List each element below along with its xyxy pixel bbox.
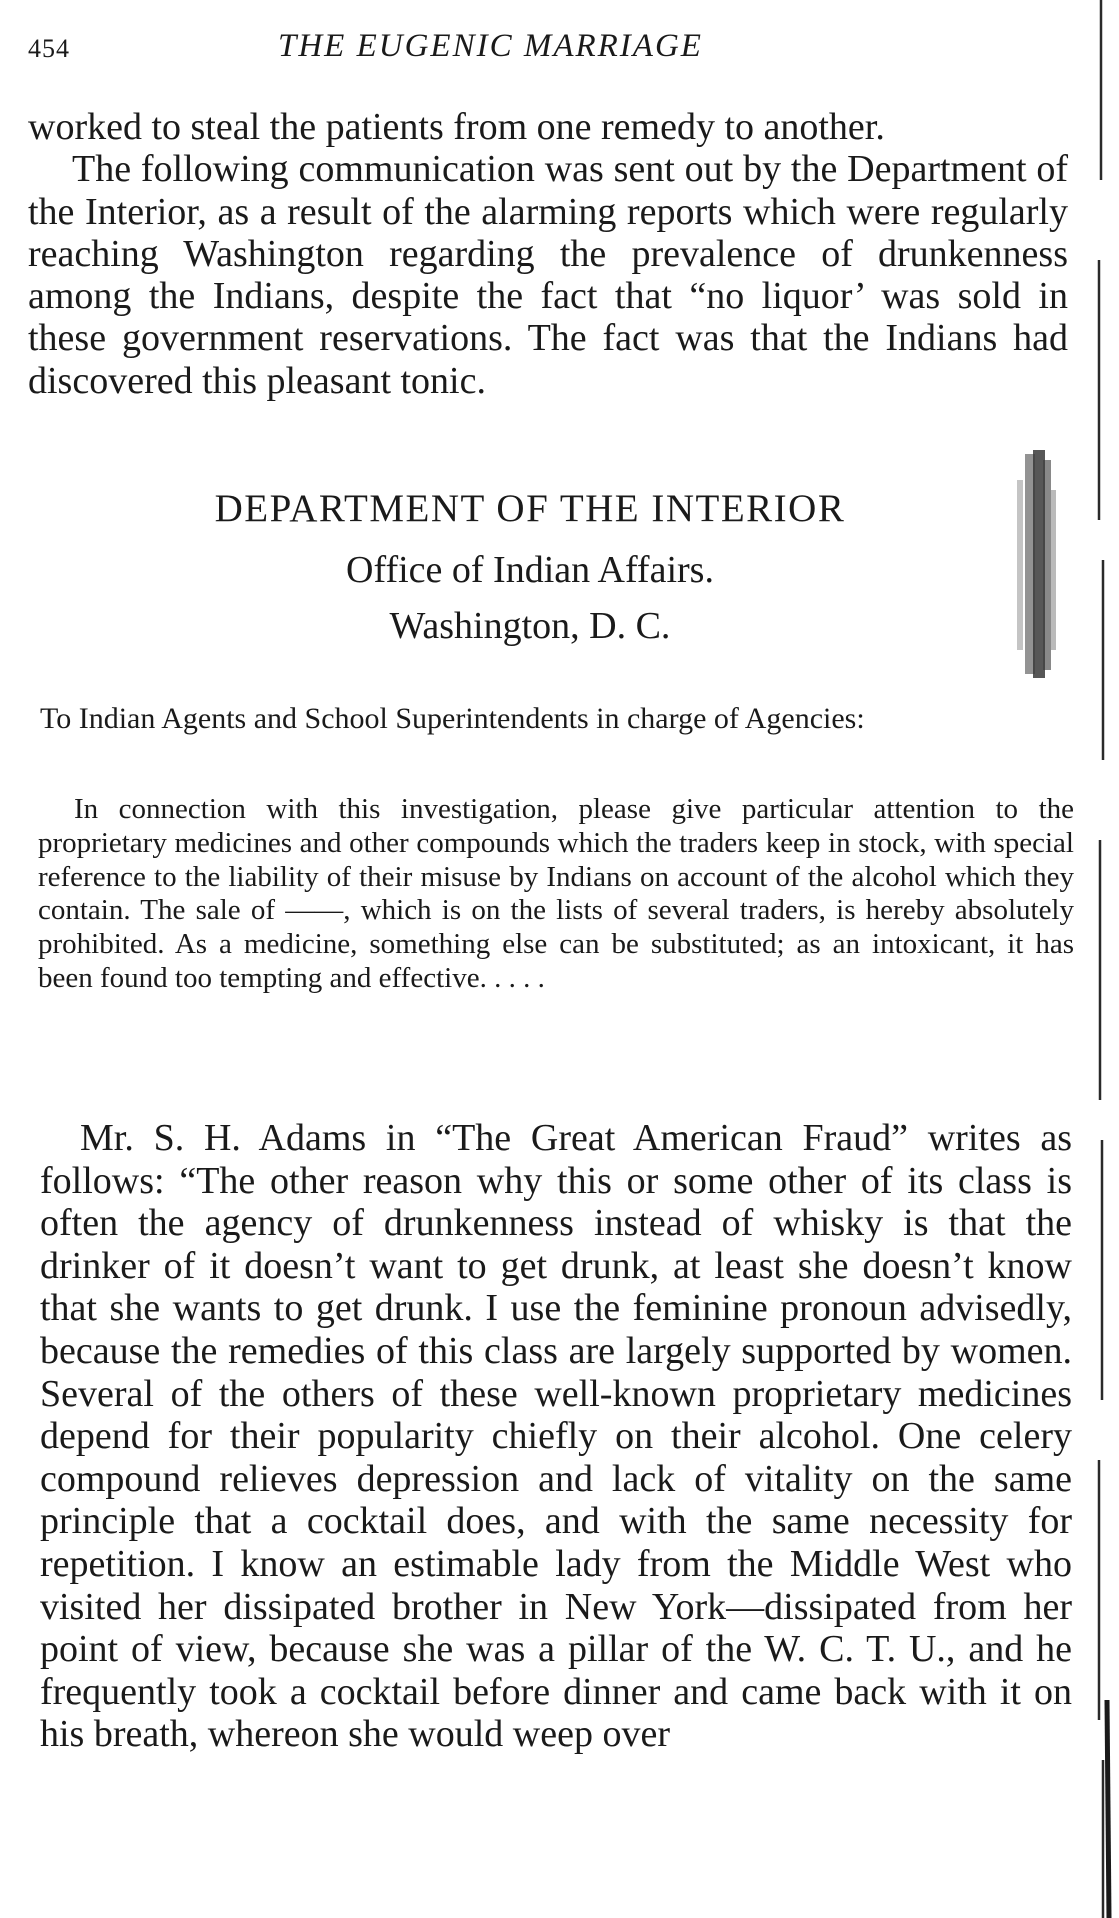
- running-title: THE EUGENIC MARRIAGE: [278, 28, 703, 64]
- adams-quote-paragraph: Mr. S. H. Adams in “The Great American Fraud” writes as follows: “The other reason why this or some other of its class is often the agency of drunkenness instead of whisky is that the drinker of it doesn’t want to get drunk, at least she doesn’t know that she wants to get drunk. I use the feminine pronoun advisedly, because the remedies of this class are largely supported by women. Several of the others of these well-known proprietary medicines depend for their popularity chiefly on their alcohol. One celery compound relieves depression and lack of vitality on the same principle that a cocktail does, and with the same necessity for repetition. I know an estimable lady from the Middle West who visited her dissipated brother in New York—dissipated from her point of view, because she was a pillar of the W. C. T. U., and he frequently took a cocktail before dinner and came back with it on his breath, whereon she would weep over: [40, 1117, 1072, 1756]
- letterhead-office: Office of Indian Affairs.: [346, 549, 714, 591]
- binding-edge: [1095, 0, 1119, 1918]
- circular-body: In connection with this investigation, please give particular attention to the proprietary medicines and other compounds which the traders keep in stock, with special reference to the liability of their misuse by Indians on account of the alcohol which they contain. The sale of ——, which is on the lists of several traders, is hereby absolutely prohibited. As a medicine, something else can be substituted; as an intoxicant, it has been found too tempting and effective. . . . .: [38, 793, 1074, 994]
- running-head: [28, 28, 818, 72]
- intro-paragraph: The following communication was sent out by the Department of the Interior, as a result of the alarming reports which were regularly reaching Washington regarding the prevalence of drunkenness among the Indians, despite the fact that “no liquor’ was sold in these government reservations. The fact was that the Indians had discovered this pleasant tonic.: [28, 148, 1068, 402]
- ink-smudge: [1003, 450, 1063, 678]
- opening-paragraphs: [28, 106, 1068, 402]
- letterhead-city: Washington, D. C.: [389, 605, 671, 647]
- circular-address: To Indian Agents and School Superintendents in charge of Agencies:: [40, 702, 865, 735]
- page-number: 454: [28, 34, 70, 63]
- continuation-line: worked to steal the patients from one remedy to another.: [28, 106, 885, 148]
- letterhead-department: DEPARTMENT OF THE INTERIOR: [214, 487, 846, 530]
